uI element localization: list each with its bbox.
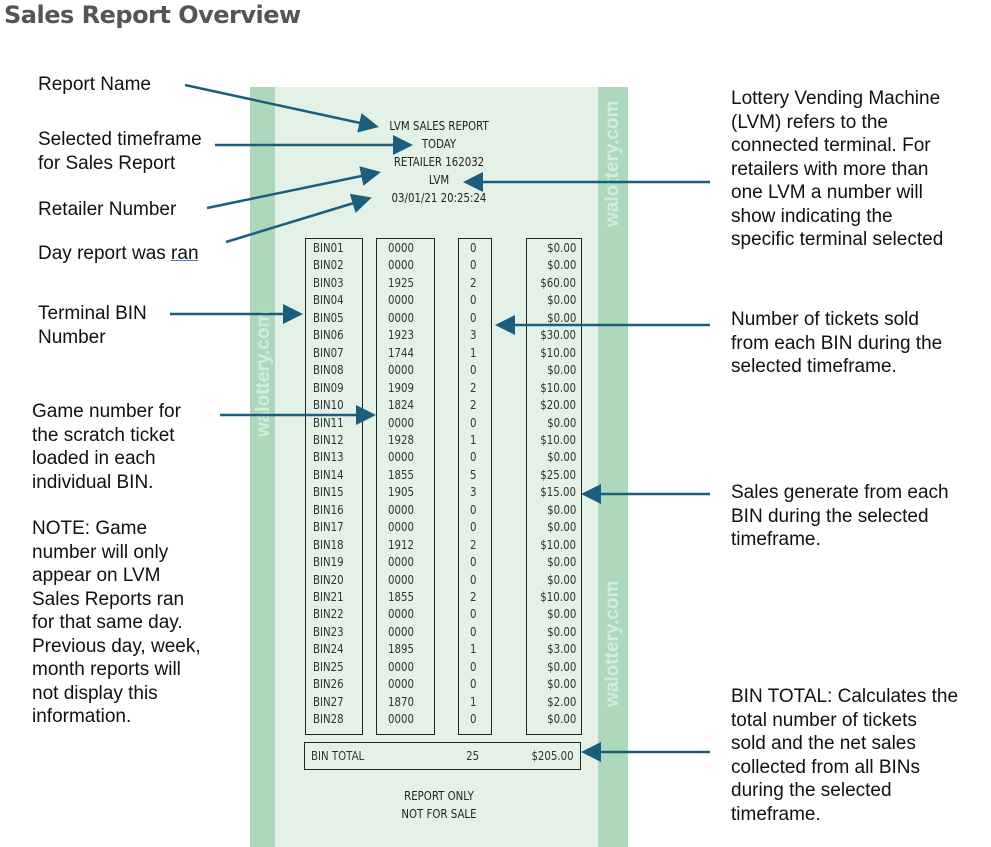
game-number: 0000 [388,607,414,622]
game-number: 1824 [388,398,414,413]
game-number: 0000 [388,502,414,517]
tickets-sold: 0 [470,258,477,273]
watermark: walottery.com [602,580,623,707]
game-number: 1744 [388,345,414,360]
bin-id: BIN17 [313,520,344,535]
game-number: 0000 [388,555,414,570]
sales-amount: $0.00 [546,450,576,465]
bin-id: BIN21 [313,590,344,604]
label-line: selected timeframe. [731,356,897,377]
bin-id: BIN16 [313,502,344,517]
sales-amount: $0.00 [546,310,576,325]
retailer-number: RETAILER 162032 [393,155,485,169]
game-number: 1912 [388,537,414,552]
arrow [226,199,367,242]
bin-id: BIN06 [313,328,344,343]
label-line: show indicating the [731,205,893,227]
bin-id: BIN12 [313,432,344,447]
sales-amount: $0.00 [546,258,576,273]
tickets-sold: 0 [470,572,477,587]
sales-amount: $10.00 [540,345,576,360]
game-number: 0000 [388,677,414,692]
label-line: Number of tickets sold [731,309,919,330]
tickets-sold: 0 [470,520,477,535]
sales-amount: $0.00 [546,572,576,587]
sales-amount: $0.00 [546,502,576,517]
sales-amount: $0.00 [546,712,576,727]
label-line: loaded in each [32,448,156,469]
bin-id: BIN02 [313,258,344,273]
game-number: 0000 [388,415,414,430]
tickets-sold: 1 [470,694,477,709]
tickets-sold: 1 [470,642,477,657]
tickets-sold: 0 [470,502,477,517]
bin-id: BIN14 [313,467,344,482]
watermark: walottery.com [253,310,274,437]
bin-id: BIN07 [313,345,344,360]
sales-amount: $0.00 [546,555,576,570]
label-line: Selected timeframe [38,129,202,150]
footer-line: REPORT ONLY [404,789,474,803]
tickets-sold: 0 [470,450,477,465]
sales-amount: $0.00 [546,607,576,622]
label-line: total number of tickets [731,709,917,731]
game-number: 1855 [388,590,414,604]
label-line: month reports will [32,659,181,680]
game-number: 1870 [388,694,414,709]
game-number: 1895 [388,642,414,657]
tickets-sold: 0 [470,624,477,639]
sales-amount: $0.00 [546,677,576,692]
game-number: 0000 [388,624,414,639]
label-line: Terminal BIN [38,303,147,324]
bin-id: BIN10 [313,398,344,413]
sales-amount: $30.00 [540,328,576,343]
game-number: 0000 [388,363,414,378]
bin-id: BIN19 [313,555,344,570]
label-line: retailers with more than [731,158,929,180]
bin-id: BIN23 [313,624,344,639]
label-line: sold and the net sales [731,733,916,754]
bin-id: BIN28 [313,712,344,727]
label-line: Game number for [32,401,181,422]
label-line: the scratch ticket [32,424,175,446]
sales-amount: $10.00 [540,590,576,604]
sales-amount: $10.00 [540,432,576,447]
label-line: Previous day, week, [32,635,201,657]
label-line: BIN during the selected [731,505,929,527]
label-line: Sales Reports ran [32,588,185,610]
sales-amount: $0.00 [546,659,576,674]
bin-total-sales: $205.00 [531,749,574,763]
game-number: 0000 [388,659,414,674]
game-number: 1928 [388,432,414,447]
tickets-sold: 1 [470,432,477,447]
game-number: 0000 [388,241,414,255]
tickets-sold: 0 [470,241,477,255]
sales-amount: $25.00 [540,467,576,482]
bin-id: BIN20 [313,572,344,587]
bin-total-tickets: 25 [466,749,480,763]
label-text: Day report was [38,243,172,264]
label-line: BIN TOTAL: Calculates the [731,686,959,707]
tickets-sold: 0 [470,607,477,622]
bin-id: BIN03 [313,275,344,290]
bin-id: BIN01 [313,241,344,255]
bin-id: BIN22 [313,607,344,622]
tickets-sold: 2 [470,590,477,604]
sales-amount: $2.00 [546,694,576,709]
tickets-sold: 2 [470,380,477,395]
sales-amount: $10.00 [540,537,576,552]
sales-amount: $0.00 [546,363,576,378]
bin-id: BIN15 [313,485,344,500]
report-name: LVM SALES REPORT [389,119,489,133]
tickets-sold: 0 [470,555,477,570]
tickets-sold: 2 [470,398,477,413]
label-line: one LVM a number will [731,182,923,203]
bin-id: BIN09 [313,380,344,395]
bin-id: BIN08 [313,363,344,378]
label-line: from each BIN during the [731,332,943,354]
report-timeframe: TODAY [421,137,457,151]
label-line: during the selected [731,780,892,801]
arrow [185,85,374,126]
sales-amount: $15.00 [540,485,576,500]
tickets-sold: 3 [470,485,477,500]
bin-id: BIN11 [313,415,344,430]
label-line: number will only [32,541,169,563]
label-text: ran [171,243,199,264]
game-number: 0000 [388,258,414,273]
sales-amount: $3.00 [546,642,576,657]
report-datetime: 03/01/21 20:25:24 [391,191,487,205]
label-line: individual BIN. [32,471,154,493]
game-number: 1909 [388,380,414,395]
tickets-sold: 2 [470,275,477,290]
label-line: information. [32,706,132,727]
terminal-name: LVM [428,173,450,187]
tickets-sold: 0 [470,363,477,378]
bin-id: BIN13 [313,450,344,465]
label-line: appear on LVM [32,565,161,586]
label-line: collected from all BINs [731,756,921,778]
watermark: walottery.com [602,100,623,227]
game-number: 1905 [388,485,414,500]
game-number: 0000 [388,572,414,587]
tickets-sold: 0 [470,712,477,727]
game-number: 0000 [388,520,414,535]
game-number: 0000 [388,293,414,308]
label-line: for Sales Report [38,152,176,174]
bin-id: BIN04 [313,293,344,308]
sales-amount: $0.00 [546,520,576,535]
sales-amount: $60.00 [540,275,576,290]
bin-id: BIN27 [313,694,344,709]
sales-amount: $0.00 [546,241,576,255]
label-line: Sales generate from each [731,482,949,503]
page-title: Sales Report Overview [4,1,301,29]
bin-id: BIN26 [313,677,344,692]
tickets-sold: 0 [470,293,477,308]
label-line: (LVM) refers to the [731,111,888,133]
game-number: 0000 [388,450,414,465]
bin-id: BIN05 [313,310,344,325]
label-line: connected terminal. For [731,135,931,156]
bin-id: BIN25 [313,659,344,674]
bin-id: BIN18 [313,537,344,552]
tickets-sold: 0 [470,310,477,325]
footer-line: NOT FOR SALE [401,807,477,821]
label-line: timeframe. [731,803,821,825]
sales-amount: $20.00 [540,398,576,413]
sales-amount: $0.00 [546,293,576,308]
tickets-sold: 5 [470,467,477,482]
label-line: for that same day. [32,612,183,633]
label-line: Lottery Vending Machine [731,88,941,109]
game-number: 0000 [388,310,414,325]
sales-amount: $0.00 [546,624,576,639]
tickets-sold: 2 [470,537,477,552]
label-retailer: Retailer Number [38,199,177,220]
game-number: 1855 [388,467,414,482]
game-number: 1923 [388,328,414,343]
tickets-sold: 0 [470,659,477,674]
tickets-sold: 1 [470,345,477,360]
tickets-sold: 0 [470,415,477,430]
sales-amount: $0.00 [546,415,576,430]
label-line: NOTE: Game [32,518,148,539]
label-line: specific terminal selected [731,229,944,250]
game-number: 0000 [388,712,414,727]
label-line: Number [38,326,106,348]
label-line: not display this [32,682,158,704]
game-number: 1925 [388,275,414,290]
tickets-sold: 3 [470,328,477,343]
sales-amount: $10.00 [540,380,576,395]
bin-id: BIN24 [313,642,344,657]
tickets-sold: 0 [470,677,477,692]
label-report-name: Report Name [38,74,151,95]
bin-total-label: BIN TOTAL [311,749,365,763]
label-line: timeframe. [731,529,821,550]
